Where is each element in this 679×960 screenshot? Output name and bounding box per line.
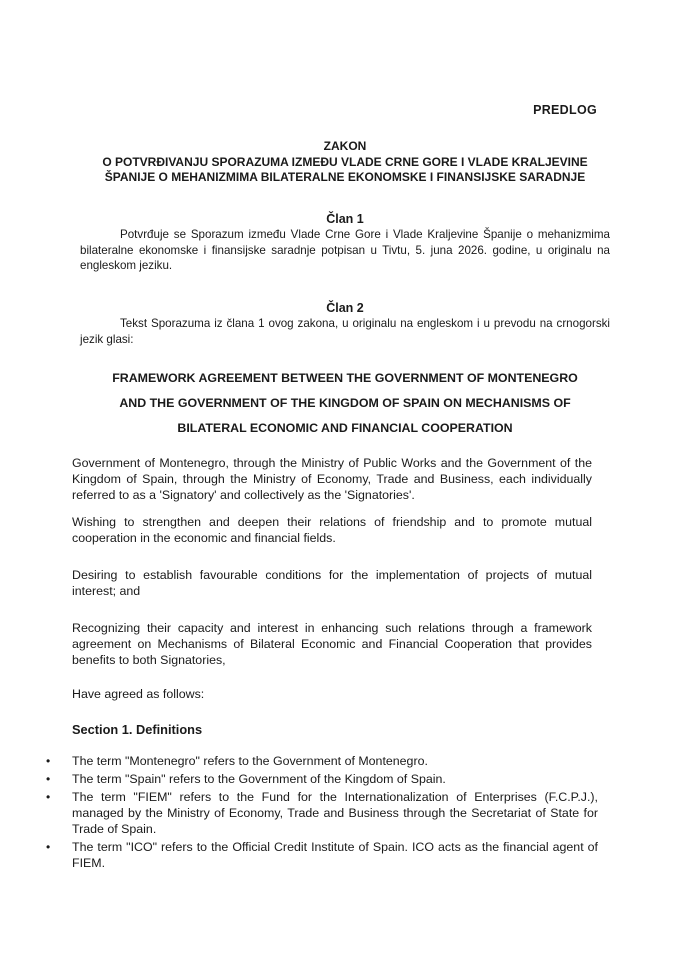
definition-text: The term "ICO" refers to the Official Credit Institute of Spain. ICO acts as the financial agent of FIEM. [72, 840, 598, 870]
bullet-icon: • [46, 840, 51, 854]
agreement-title-line-2: AND THE GOVERNMENT OF THE KINGDOM OF SPAIN ON MECHANISMS OF [119, 396, 571, 410]
article-2-heading: Član 2 [326, 301, 364, 315]
agreement-title-line-1: FRAMEWORK AGREEMENT BETWEEN THE GOVERNMENT OF MONTENEGRO [112, 371, 578, 385]
bullet-icon: • [46, 772, 51, 786]
law-title-line-2: O POTVRĐIVANJU SPORAZUMA IZMEĐU VLADE CRNE GORE I VLADE KRALJEVINE [102, 154, 588, 169]
definition-text: The term "Montenegro" refers to the Government of Montenegro. [72, 754, 428, 768]
law-title-line-1: ZAKON [323, 139, 367, 153]
article-1-text: Potvrđuje se Sporazum između Vlade Crne Gore i Vlade Kraljevine Španije o mehanizmima bilateralne ekonomske i finansijske saradnje potpisan u Tivtu, 5. juna 2026. godine, u originalu na engleskom jeziku. [80, 228, 610, 273]
list-item [46, 839, 598, 871]
law-title [60, 139, 630, 186]
preamble-paragraph-5: Have agreed as follows: [72, 687, 205, 701]
preamble-paragraph-2: Wishing to strengthen and deepen their relations of friendship and to promote mutual cooperation in the economic and financial fields. [72, 515, 592, 545]
list-item [46, 771, 598, 787]
definition-text: The term "Spain" refers to the Government of the Kingdom of Spain. [72, 772, 446, 786]
agreement-title [60, 366, 630, 441]
agreement-title-line-3: BILATERAL ECONOMIC AND FINANCIAL COOPERATION [177, 421, 513, 435]
bullet-icon: • [46, 754, 51, 768]
law-title-line-3: ŠPANIJE O MEHANIZMIMA BILATERALNE EKONOMSKE I FINANSIJSKE SARADNJE [104, 170, 586, 184]
definition-text: The term "FIEM" refers to the Fund for the Internationalization of Enterprises (F.C.P.J.), managed by the Ministry of Economy, Trade and Business through the Secretariat of State for Trade of Spain. [72, 790, 598, 836]
definitions-list [46, 753, 598, 873]
article-2-text: Tekst Sporazuma iz člana 1 ovog zakona, u originalu na engleskom i u prevodu na crnogorski jezik glasi: [80, 317, 610, 346]
bullet-icon: • [46, 790, 51, 804]
list-item [46, 789, 598, 837]
predlog-label: PREDLOG [533, 103, 597, 117]
article-1-heading: Član 1 [326, 212, 364, 226]
list-item [46, 753, 598, 769]
preamble-paragraph-3: Desiring to establish favourable conditions for the implementation of projects of mutual interest; and [72, 568, 592, 598]
preamble-paragraph-1: Government of Montenegro, through the Ministry of Public Works and the Government of the Kingdom of Spain, through the Ministry of Economy, Trade and Business, each individually referred to as a 'Signatory' and collectively as the 'Signatories'. [72, 456, 592, 502]
section-1-heading: Section 1. Definitions [72, 722, 203, 737]
preamble-paragraph-4: Recognizing their capacity and interest in enhancing such relations through a framework agreement on Mechanisms of Bilateral Economic and Financial Cooperation that provides benefits to both Signatories, [72, 621, 592, 667]
